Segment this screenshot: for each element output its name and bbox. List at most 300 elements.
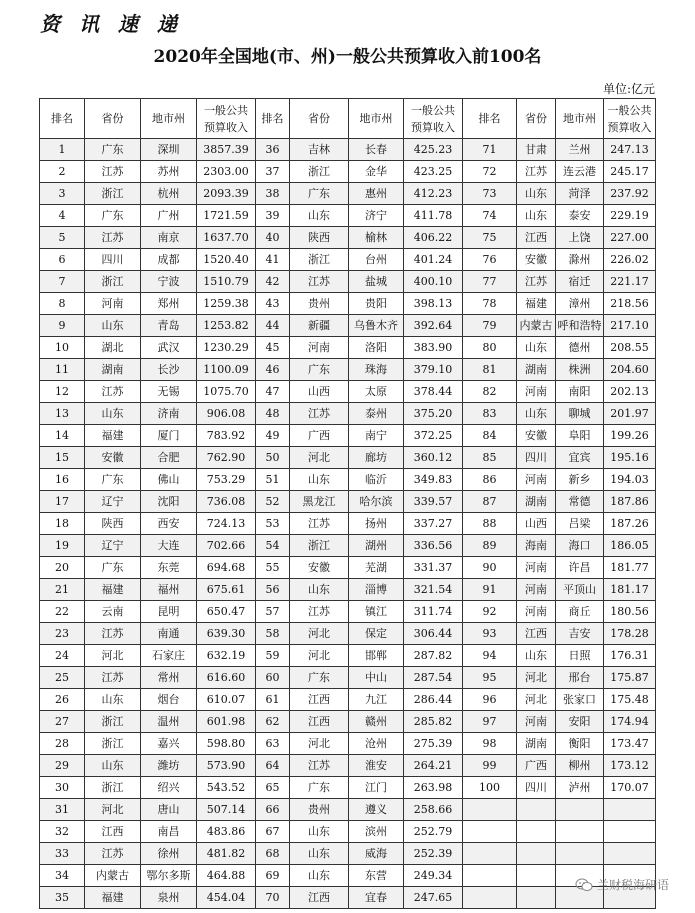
column-header: 省份 <box>85 99 141 139</box>
table-cell: 331.37 <box>404 557 463 579</box>
table-cell: 1259.38 <box>197 293 256 315</box>
table-cell: 245.17 <box>604 161 656 183</box>
table-cell: 2 <box>40 161 85 183</box>
table-cell: 783.92 <box>197 425 256 447</box>
table-cell: 菏泽 <box>556 183 604 205</box>
table-cell: 1510.79 <box>197 271 256 293</box>
table-cell: 河北 <box>85 799 141 821</box>
table-cell: 湖南 <box>517 359 556 381</box>
table-row <box>40 601 656 623</box>
table-cell: 河南 <box>85 293 141 315</box>
table-cell: 34 <box>40 865 85 887</box>
table-cell: 71 <box>463 139 517 161</box>
table-cell <box>556 821 604 843</box>
table-cell: 98 <box>463 733 517 755</box>
table-cell: 28 <box>40 733 85 755</box>
table-cell: 泸州 <box>556 777 604 799</box>
table-cell: 40 <box>256 227 290 249</box>
table-cell <box>517 821 556 843</box>
table-row <box>40 425 656 447</box>
table-cell: 10 <box>40 337 85 359</box>
table-cell <box>604 821 656 843</box>
table-cell: 247.65 <box>404 887 463 909</box>
table-cell: 247.13 <box>604 139 656 161</box>
table-cell: 89 <box>463 535 517 557</box>
table-cell: 64 <box>256 755 290 777</box>
table-row <box>40 513 656 535</box>
table-cell: 174.94 <box>604 711 656 733</box>
table-cell: 乌鲁木齐 <box>349 315 404 337</box>
table-cell: 山东 <box>290 469 349 491</box>
table-cell: 194.03 <box>604 469 656 491</box>
table-cell: 47 <box>256 381 290 403</box>
table-cell: 543.52 <box>197 777 256 799</box>
table-row <box>40 689 656 711</box>
table-row <box>40 161 656 183</box>
table-cell: 绍兴 <box>141 777 197 799</box>
table-cell: 383.90 <box>404 337 463 359</box>
table-cell: 906.08 <box>197 403 256 425</box>
table-cell: 55 <box>256 557 290 579</box>
table-cell: 54 <box>256 535 290 557</box>
table-cell: 湖北 <box>85 337 141 359</box>
table-cell: 廊坊 <box>349 447 404 469</box>
table-cell: 泰州 <box>349 403 404 425</box>
table-row <box>40 469 656 491</box>
table-cell: 51 <box>256 469 290 491</box>
table-cell: 32 <box>40 821 85 843</box>
table-cell: 33 <box>40 843 85 865</box>
table-cell: 山东 <box>517 205 556 227</box>
table-cell: 广东 <box>85 469 141 491</box>
table-cell: 48 <box>256 403 290 425</box>
table-cell: 盐城 <box>349 271 404 293</box>
table-cell: 安徽 <box>517 425 556 447</box>
table-cell: 河南 <box>517 557 556 579</box>
table-cell: 山东 <box>517 183 556 205</box>
table-cell: 黑龙江 <box>290 491 349 513</box>
table-cell: 吉安 <box>556 623 604 645</box>
table-cell: 聊城 <box>556 403 604 425</box>
table-cell: 中山 <box>349 667 404 689</box>
table-cell: 57 <box>256 601 290 623</box>
table-cell: 13 <box>40 403 85 425</box>
table-cell: 贵阳 <box>349 293 404 315</box>
table-cell: 广西 <box>290 425 349 447</box>
table-cell: 河北 <box>85 645 141 667</box>
table-cell: 哈尔滨 <box>349 491 404 513</box>
table-cell <box>604 843 656 865</box>
table-cell: 淄博 <box>349 579 404 601</box>
table-cell: 常德 <box>556 491 604 513</box>
table-cell: 349.83 <box>404 469 463 491</box>
column-header: 一般公共 预算收入 <box>197 99 256 139</box>
table-cell: 31 <box>40 799 85 821</box>
table-cell: 1637.70 <box>197 227 256 249</box>
table-cell: 2303.00 <box>197 161 256 183</box>
unit-label: 单位:亿元 <box>602 82 655 96</box>
table-cell: 唐山 <box>141 799 197 821</box>
column-header: 一般公共 预算收入 <box>404 99 463 139</box>
table-cell: 42 <box>256 271 290 293</box>
column-header: 一般公共 预算收入 <box>604 99 656 139</box>
table-cell: 176.31 <box>604 645 656 667</box>
table-cell <box>463 821 517 843</box>
table-cell: 65 <box>256 777 290 799</box>
table-cell: 92 <box>463 601 517 623</box>
table-cell: 378.44 <box>404 381 463 403</box>
table-cell: 南宁 <box>349 425 404 447</box>
table-cell: 湖南 <box>517 491 556 513</box>
table-cell: 49 <box>256 425 290 447</box>
table-row <box>40 403 656 425</box>
table-cell: 广东 <box>85 139 141 161</box>
table-cell: 泉州 <box>141 887 197 909</box>
table-row <box>40 139 656 161</box>
table-cell: 36 <box>256 139 290 161</box>
table-cell: 合肥 <box>141 447 197 469</box>
table-cell: 632.19 <box>197 645 256 667</box>
table-cell: 河南 <box>517 711 556 733</box>
table-cell: 483.86 <box>197 821 256 843</box>
table-cell: 惠州 <box>349 183 404 205</box>
table-cell: 724.13 <box>197 513 256 535</box>
table-cell: 263.98 <box>404 777 463 799</box>
table-cell: 95 <box>463 667 517 689</box>
table-cell: 372.25 <box>404 425 463 447</box>
table-cell: 安徽 <box>290 557 349 579</box>
table-cell: 321.54 <box>404 579 463 601</box>
table-cell: 287.54 <box>404 667 463 689</box>
table-cell: 187.26 <box>604 513 656 535</box>
table-cell: 金华 <box>349 161 404 183</box>
table-cell: 陕西 <box>290 227 349 249</box>
table-cell: 23 <box>40 623 85 645</box>
table-cell: 河北 <box>290 645 349 667</box>
table-cell: 63 <box>256 733 290 755</box>
table-cell: 401.24 <box>404 249 463 271</box>
table-cell: 398.13 <box>404 293 463 315</box>
table-cell: 694.68 <box>197 557 256 579</box>
table-cell: 山东 <box>290 579 349 601</box>
table-row <box>40 821 656 843</box>
table-cell: 84 <box>463 425 517 447</box>
table-cell: 62 <box>256 711 290 733</box>
table-cell: 海南 <box>517 535 556 557</box>
table-cell: 山西 <box>290 381 349 403</box>
table-cell: 河南 <box>290 337 349 359</box>
section-label: 资 讯 速 递 <box>40 12 183 36</box>
table-cell: 常州 <box>141 667 197 689</box>
table-row <box>40 337 656 359</box>
table-cell: 商丘 <box>556 601 604 623</box>
table-cell: 217.10 <box>604 315 656 337</box>
table-cell: 广西 <box>517 755 556 777</box>
table-cell: 呼和浩特 <box>556 315 604 337</box>
table-cell: 74 <box>463 205 517 227</box>
table-cell: 337.27 <box>404 513 463 535</box>
table-cell: 454.04 <box>197 887 256 909</box>
table-cell: 长沙 <box>141 359 197 381</box>
table-body <box>40 139 656 909</box>
table-cell: 河北 <box>290 733 349 755</box>
table-cell: 753.29 <box>197 469 256 491</box>
header-row <box>40 99 656 139</box>
table-cell: 610.07 <box>197 689 256 711</box>
table-row <box>40 733 656 755</box>
table-cell: 4 <box>40 205 85 227</box>
table-row <box>40 359 656 381</box>
table-cell: 河南 <box>517 469 556 491</box>
table-cell: 四川 <box>517 777 556 799</box>
table-cell: 上饶 <box>556 227 604 249</box>
table-cell: 内蒙古 <box>85 865 141 887</box>
table-cell: 成都 <box>141 249 197 271</box>
table-cell: 温州 <box>141 711 197 733</box>
table-cell: 252.39 <box>404 843 463 865</box>
table-cell: 208.55 <box>604 337 656 359</box>
table-cell: 1253.82 <box>197 315 256 337</box>
table-cell: 洛阳 <box>349 337 404 359</box>
table-cell: 173.47 <box>604 733 656 755</box>
table-cell: 浙江 <box>85 733 141 755</box>
table-cell: 福建 <box>85 887 141 909</box>
table-cell: 221.17 <box>604 271 656 293</box>
table-row <box>40 535 656 557</box>
table-cell: 16 <box>40 469 85 491</box>
table-cell: 广州 <box>141 205 197 227</box>
table-cell: 736.08 <box>197 491 256 513</box>
table-cell: 浙江 <box>85 271 141 293</box>
table-cell: 90 <box>463 557 517 579</box>
table-cell: 25 <box>40 667 85 689</box>
table-cell: 鄂尔多斯 <box>141 865 197 887</box>
table-cell: 229.19 <box>604 205 656 227</box>
table-cell: 411.78 <box>404 205 463 227</box>
table-cell: 178.28 <box>604 623 656 645</box>
table-cell: 湖南 <box>517 733 556 755</box>
table-cell: 50 <box>256 447 290 469</box>
table-cell: 西安 <box>141 513 197 535</box>
table-cell: 87 <box>463 491 517 513</box>
table-cell: 广东 <box>85 557 141 579</box>
table-cell: 339.57 <box>404 491 463 513</box>
table-cell: 赣州 <box>349 711 404 733</box>
table-cell: 59 <box>256 645 290 667</box>
table-cell: 宜宾 <box>556 447 604 469</box>
table-cell: 太原 <box>349 381 404 403</box>
table-cell: 宜春 <box>349 887 404 909</box>
table-cell: 69 <box>256 865 290 887</box>
table-cell: 56 <box>256 579 290 601</box>
table-row <box>40 579 656 601</box>
table-cell: 702.66 <box>197 535 256 557</box>
table-cell: 青岛 <box>141 315 197 337</box>
table-cell: 180.56 <box>604 601 656 623</box>
table-cell: 1230.29 <box>197 337 256 359</box>
table-cell: 86 <box>463 469 517 491</box>
table-cell: 96 <box>463 689 517 711</box>
table-cell: 四川 <box>85 249 141 271</box>
table-cell: 山东 <box>290 865 349 887</box>
column-header: 排名 <box>40 99 85 139</box>
table-cell: 株洲 <box>556 359 604 381</box>
table-cell: 江苏 <box>85 381 141 403</box>
table-row <box>40 755 656 777</box>
table-cell: 204.60 <box>604 359 656 381</box>
table-cell: 88 <box>463 513 517 535</box>
table-cell: 67 <box>256 821 290 843</box>
table-cell: 辽宁 <box>85 535 141 557</box>
table-cell: 陕西 <box>85 513 141 535</box>
table-cell: 山东 <box>85 689 141 711</box>
table-cell: 浙江 <box>290 535 349 557</box>
table-cell: 江苏 <box>517 161 556 183</box>
table-cell: 464.88 <box>197 865 256 887</box>
table-cell: 大连 <box>141 535 197 557</box>
table-cell: 江苏 <box>85 843 141 865</box>
table-cell: 1520.40 <box>197 249 256 271</box>
table-cell: 43 <box>256 293 290 315</box>
table-cell <box>463 843 517 865</box>
table-row <box>40 887 656 909</box>
table-cell <box>604 799 656 821</box>
table-cell: 南京 <box>141 227 197 249</box>
table-cell: 601.98 <box>197 711 256 733</box>
table-cell: 70 <box>256 887 290 909</box>
table-cell: 湖南 <box>85 359 141 381</box>
table-cell: 江苏 <box>290 601 349 623</box>
column-header: 省份 <box>290 99 349 139</box>
table-cell: 78 <box>463 293 517 315</box>
table-cell: 江苏 <box>517 271 556 293</box>
table-cell: 云南 <box>85 601 141 623</box>
table-cell: 392.64 <box>404 315 463 337</box>
table-cell: 37 <box>256 161 290 183</box>
table-cell: 江苏 <box>85 227 141 249</box>
table-cell: 75 <box>463 227 517 249</box>
table-cell: 170.07 <box>604 777 656 799</box>
table-cell: 芜湖 <box>349 557 404 579</box>
table-cell: 保定 <box>349 623 404 645</box>
table-cell: 336.56 <box>404 535 463 557</box>
table-cell: 宁波 <box>141 271 197 293</box>
table-cell: 379.10 <box>404 359 463 381</box>
table-cell: 嘉兴 <box>141 733 197 755</box>
table-cell: 68 <box>256 843 290 865</box>
table-cell: 内蒙古 <box>517 315 556 337</box>
column-header: 地市州 <box>556 99 604 139</box>
table-cell: 江苏 <box>85 161 141 183</box>
table-cell: 285.82 <box>404 711 463 733</box>
table-row <box>40 843 656 865</box>
table-cell: 临沂 <box>349 469 404 491</box>
table-cell: 20 <box>40 557 85 579</box>
table-cell: 61 <box>256 689 290 711</box>
table-cell: 175.87 <box>604 667 656 689</box>
table-row <box>40 381 656 403</box>
table-cell: 吉林 <box>290 139 349 161</box>
table-cell: 江苏 <box>290 513 349 535</box>
table-cell: 181.77 <box>604 557 656 579</box>
table-row <box>40 249 656 271</box>
table-cell: 14 <box>40 425 85 447</box>
table-cell: 201.97 <box>604 403 656 425</box>
table-cell: 广东 <box>290 183 349 205</box>
table-cell: 21 <box>40 579 85 601</box>
table-cell: 镇江 <box>349 601 404 623</box>
table-cell: 浙江 <box>85 777 141 799</box>
table-cell: 187.86 <box>604 491 656 513</box>
table-cell: 73 <box>463 183 517 205</box>
table-cell: 27 <box>40 711 85 733</box>
table-cell: 507.14 <box>197 799 256 821</box>
table-cell: 江西 <box>290 711 349 733</box>
table-cell: 76 <box>463 249 517 271</box>
table-cell: 30 <box>40 777 85 799</box>
table-cell: 邢台 <box>556 667 604 689</box>
column-header: 地市州 <box>141 99 197 139</box>
table-row <box>40 645 656 667</box>
table-cell: 45 <box>256 337 290 359</box>
table-cell: 四川 <box>517 447 556 469</box>
table-cell: 199.26 <box>604 425 656 447</box>
table-cell: 石家庄 <box>141 645 197 667</box>
column-header: 省份 <box>517 99 556 139</box>
table-cell: 江门 <box>349 777 404 799</box>
table-cell: 佛山 <box>141 469 197 491</box>
table-row <box>40 227 656 249</box>
table-cell: 375.20 <box>404 403 463 425</box>
table-cell: 93 <box>463 623 517 645</box>
table-cell: 江苏 <box>290 755 349 777</box>
table-row <box>40 777 656 799</box>
table-cell: 227.00 <box>604 227 656 249</box>
table-cell: 3857.39 <box>197 139 256 161</box>
table-cell: 46 <box>256 359 290 381</box>
table-cell: 武汉 <box>141 337 197 359</box>
table-cell: 日照 <box>556 645 604 667</box>
table-cell: 柳州 <box>556 755 604 777</box>
table-cell: 江苏 <box>85 623 141 645</box>
table-cell: 762.90 <box>197 447 256 469</box>
table-cell: 东营 <box>349 865 404 887</box>
table-cell: 沧州 <box>349 733 404 755</box>
table-cell: 83 <box>463 403 517 425</box>
table-cell <box>517 887 556 909</box>
table-row <box>40 293 656 315</box>
table-cell: 河北 <box>290 623 349 645</box>
table-cell: 厦门 <box>141 425 197 447</box>
table-row <box>40 557 656 579</box>
table-cell: 淮安 <box>349 755 404 777</box>
table-cell: 97 <box>463 711 517 733</box>
table-cell: 237.92 <box>604 183 656 205</box>
table-cell: 38 <box>256 183 290 205</box>
table-cell: 贵州 <box>290 799 349 821</box>
table-cell: 17 <box>40 491 85 513</box>
table-row <box>40 271 656 293</box>
table-cell: 35 <box>40 887 85 909</box>
table-row <box>40 315 656 337</box>
table-cell: 91 <box>463 579 517 601</box>
table-cell <box>463 865 517 887</box>
table-cell: 60 <box>256 667 290 689</box>
table-cell: 11 <box>40 359 85 381</box>
table-cell: 杭州 <box>141 183 197 205</box>
table-cell: 山东 <box>85 315 141 337</box>
table-cell: 江西 <box>517 227 556 249</box>
